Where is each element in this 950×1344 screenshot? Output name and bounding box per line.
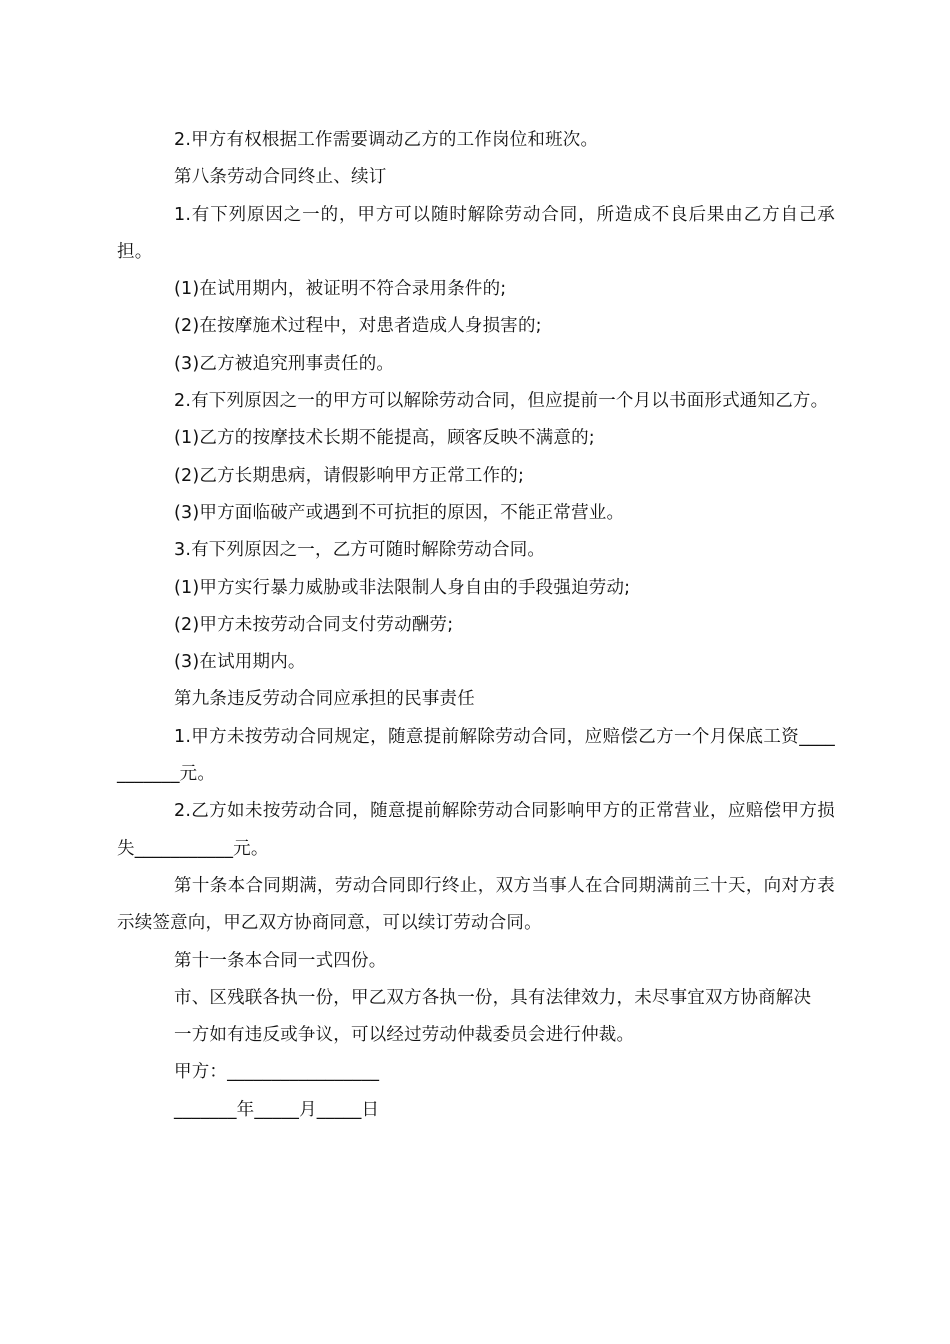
paragraph: 2.有下列原因之一的甲方可以解除劳动合同，但应提前一个月以书面形式通知乙方。 xyxy=(174,391,829,412)
article-heading: 第八条劳动合同终止、续订 xyxy=(174,167,387,188)
paragraph: (2)甲方未按劳动合同支付劳动酬劳; xyxy=(174,614,454,635)
paragraph: 一方如有违反或争议，可以经过劳动仲裁委员会进行仲裁。 xyxy=(174,1025,635,1046)
paragraph: (2)在按摩施术过程中，对患者造成人身损害的; xyxy=(174,316,542,337)
paragraph: (1)在试用期内，被证明不符合录用条件的; xyxy=(174,279,507,300)
paragraph: 2.乙方如未按劳动合同，随意提前解除劳动合同影响甲方的正常营业，应赔偿甲方损失___________元。 xyxy=(117,801,835,859)
paragraph: (3)乙方被追究刑事责任的。 xyxy=(174,353,395,374)
paragraph: (1)乙方的按摩技术长期不能提高，顾客反映不满意的; xyxy=(174,428,595,449)
signature-line-party-a: 甲方：_________________ xyxy=(174,1062,380,1083)
document-page xyxy=(117,122,835,1129)
date-line: _______年_____月_____日 xyxy=(174,1099,380,1120)
paragraph: 1.甲方未按劳动合同规定，随意提前解除劳动合同，应赔偿乙方一个月保底工资___________元。 xyxy=(117,726,835,785)
paragraph: (1)甲方实行暴力威胁或非法限制人身自由的手段强迫劳动; xyxy=(174,577,631,598)
paragraph: 2.甲方有权根据工作需要调动乙方的工作岗位和班次。 xyxy=(174,130,599,150)
article-heading: 第九条违反劳动合同应承担的民事责任 xyxy=(174,689,475,710)
paragraph: (2)乙方长期患病，请假影响甲方正常工作的; xyxy=(174,465,525,486)
paragraph: (3)在试用期内。 xyxy=(174,652,306,673)
paragraph: 1.有下列原因之一的，甲方可以随时解除劳动合同，所造成不良后果由乙方自己承担。 xyxy=(117,204,835,262)
paragraph: (3)甲方面临破产或遇到不可抗拒的原因，不能正常营业。 xyxy=(174,502,625,523)
paragraph: 第十条本合同期满，劳动合同即行终止，双方当事人在合同期满前三十天，向对方表示续签意向，甲乙双方协商同意，可以续订劳动合同。 xyxy=(117,875,835,934)
paragraph: 第十一条本合同一式四份。 xyxy=(174,950,387,971)
paragraph: 市、区残联各执一份，甲乙双方各执一份，具有法律效力，未尽事宜双方协商解决 xyxy=(174,987,812,1008)
paragraph: 3.有下列原因之一，乙方可随时解除劳动合同。 xyxy=(174,540,546,561)
